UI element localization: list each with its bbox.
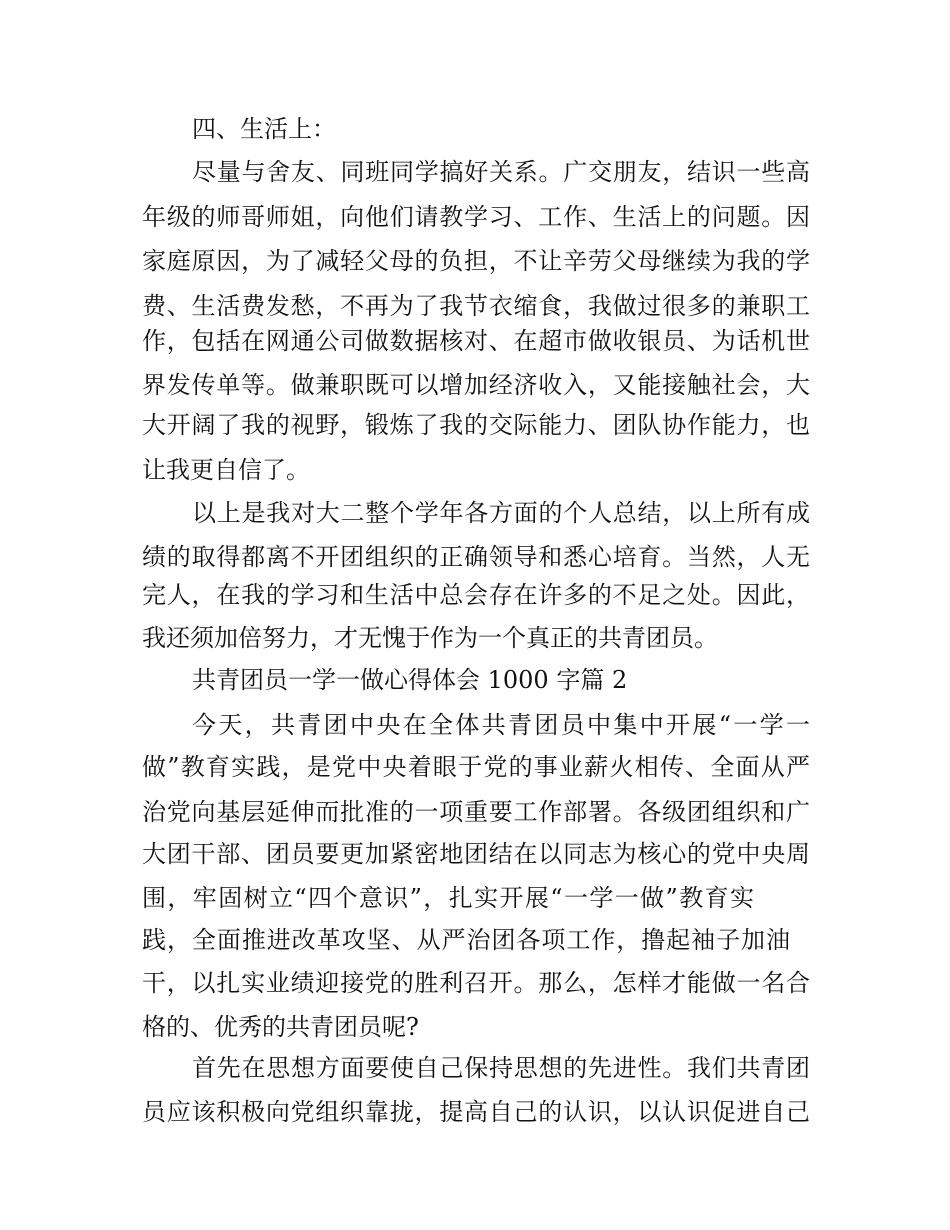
paragraph-line: 以上是我对大二整个学年各方面的个人总结，以上所有成 (192, 499, 810, 527)
paragraph-line: 格的、优秀的共青团员呢? (142, 1013, 419, 1041)
paragraph-line: 大团干部、团员要更加紧密地团结在以同志为核心的党中央周 (142, 840, 810, 868)
paragraph-line: 尽量与舍友、同班同学搞好关系。广交朋友，结识一些高 (192, 158, 810, 186)
paragraph-line: 今天，共青团中央在全体共青团员中集中开展“一学一 (192, 711, 810, 739)
paragraph-line: 治党向基层延伸而批准的一项重要工作部署。各级团组织和广 (142, 798, 810, 826)
paragraph-line: 费、生活费发愁，不再为了我节衣缩食，我做过很多的兼职工 (142, 292, 810, 320)
paragraph-line: 做”教育实践，是党中央着眼于党的事业薪火相传、全面从严 (142, 753, 810, 781)
paragraph-line: 践，全面推进改革攻坚、从严治团各项工作，撸起袖子加油 (142, 926, 790, 954)
paragraph-line: 作，包括在网通公司做数据核对、在超市做收银员、为话机世 (142, 327, 810, 355)
article-title: 共青团员一学一做心得体会 1000 字篇 2 (192, 666, 628, 694)
section-heading: 四、生活上： (192, 115, 336, 143)
paragraph-line: 绩的取得都离不开团组织的正确领导和悉心培育。当然，人无 (142, 543, 810, 571)
paragraph-line: 家庭原因，为了减轻父母的负担，不让辛劳父母继续为我的学 (142, 247, 810, 275)
paragraph-line: 我还须加倍努力，才无愧于作为一个真正的共青团员。 (142, 624, 718, 652)
paragraph-line: 年级的师哥师姐，向他们请教学习、工作、生活上的问题。因 (142, 203, 810, 231)
paragraph-line: 界发传单等。做兼职既可以增加经济收入，又能接触社会，大 (142, 371, 810, 399)
paragraph-line: 让我更自信了。 (142, 456, 310, 484)
paragraph-line: 干，以扎实业绩迎接党的胜利召开。那么，怎样才能做一名合 (142, 969, 810, 997)
paragraph-line: 完人，在我的学习和生活中总会存在许多的不足之处。因此， (142, 581, 810, 609)
paragraph-line: 围，牢固树立“四个意识”，扎实开展“一学一做”教育实 (142, 884, 754, 912)
paragraph-line: 员应该积极向党组织靠拢，提高自己的认识，以认识促进自己 (142, 1098, 810, 1126)
paragraph-line: 首先在思想方面要使自己保持思想的先进性。我们共青团 (192, 1054, 810, 1082)
paragraph-line: 大开阔了我的视野，锻炼了我的交际能力、团队协作能力，也 (142, 411, 810, 439)
